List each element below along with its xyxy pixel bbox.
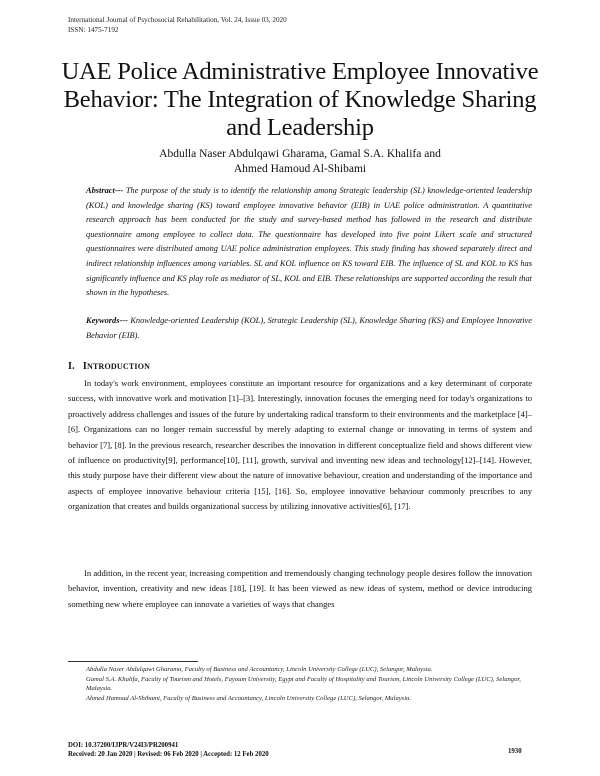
footnote-2: Gamal S.A. Khalifa, Faculty of Tourism and Hotels, Fayoum University, Egypt and Faculty of Hospitality and Tourism, Lincoln University College (LUC), Selangor, Malaysia. [86, 675, 521, 693]
footnotes [86, 665, 532, 703]
abstract-label: Abstract--- [86, 186, 124, 195]
section-heading-introduction [68, 361, 150, 372]
body-paragraph-1: In today's work environment, employees constitute an important resource for organizations and a key determinant of corporate success, with innovative work and motivation [1]–[3]. Interestingly, innovation focuses the emerging need for today's organizations to proactively address challenges and issues of the future by undertaking radical transform to their environments and the marketplace [4]–[6]. Organizations can no longer remain successful by merely adapting to external change or innovating in terms of system and behavior [7], [8]. In the previous research, researcher describes the innovation in different conceptualize field and shows different view of influence on productivity[9], performance[10], [11], growth, survival and inventing new ideas and technology[12]–[14]. However, this study purpose have their different view about the nature of innovative behaviour, creation and understanding of the importance and aspects of employee innovative behaviour criteria [15], [16]. So, employee innovative behaviour commonly prescribes to any organization that creates and builds organizational success by utilizing innovative activities[6], [17]. [68, 378, 532, 512]
title-line-3: and Leadership [226, 114, 374, 141]
publication-dates: Received: 20 Jan 2020 | Revised: 06 Feb 2020 | Accepted: 12 Feb 2020 [68, 751, 269, 759]
journal-header [68, 16, 287, 35]
abstract [86, 184, 532, 301]
page-number: 1930 [508, 748, 522, 755]
section-number: I. [68, 361, 75, 372]
footnote-divider [68, 661, 198, 662]
section-title-cap: I [82, 361, 87, 372]
doi: DOI: 10.37200/IJPR/V24I3/PR200941 [68, 742, 179, 749]
footnote-1: Abdulla Naser Abdulqawi Gharama, Faculty of Business and Accountancy, Lincoln University College (LUC), Selangor, Malaysia. [86, 666, 433, 673]
title-line-1: UAE Police Administrative Employee Innovative [61, 58, 539, 85]
authors-line-1: Abdulla Naser Abdulqawi Gharama, Gamal S.A. Khalifa and [159, 148, 441, 160]
journal-name: International Journal of Psychosocial Rehabilitation, Vol. 24, Issue 03, 2020 [68, 16, 287, 24]
abstract-text: The purpose of the study is to identify the relationship among Strategic leadership (SL) knowledge-oriented leadership (KOL) and knowledge sharing (KS) toward employee innovative behavior (EIB) in UAE police administration. A quantitative research approach has been conducted for the study and survey-based method has followed in the research and distribute questionnaire among employee to collect data. The questionnaire has developed into five point Likert scale and structured questionnaires were distributed among UAE police administration employees. This study finding has showed separately direct and indirect relationship influences among variables. SL and KOL influence on KS toward EIB. The influence of SL and KOL to KS has significantly influence and KS play role as mediator of SL, KOL and EIB. These relationships are supported according the result that shown in the hypotheses. [86, 186, 532, 298]
section-title-rest: NTRODUCTION [87, 362, 151, 371]
footnote-3: Ahmed Hamoud Al-Shibami, Faculty of Business and Accountancy, Lincoln University College (LUC), Selangor, Malaysia. [86, 694, 412, 702]
authors-line-2: Ahmed Hamoud Al-Shibami [233, 163, 367, 175]
keywords-label: Keywords--- [86, 316, 128, 325]
keywords [86, 314, 532, 343]
footer-info [68, 741, 269, 760]
issn: ISSN: 1475-7192 [68, 25, 119, 34]
title-line-2: Behavior: The Integration of Knowledge Sharing [63, 86, 537, 113]
paper-title [40, 58, 560, 142]
body-paragraph-2: In addition, in the recent year, increasing competition and tremendously changing technology people desires follow the innovation behavior, invention, creativity and new ideas [18], [19]. It has been viewed as new ideas of system, method or device introducing something new where employee can innovate a varieties of ways that changes [68, 568, 532, 609]
author-list [60, 147, 540, 177]
keywords-text: Knowledge-oriented Leadership (KOL), Strategic Leadership (SL), Knowledge Sharing (KS) and Employee Innovative Behavior (EIB). [86, 316, 532, 340]
